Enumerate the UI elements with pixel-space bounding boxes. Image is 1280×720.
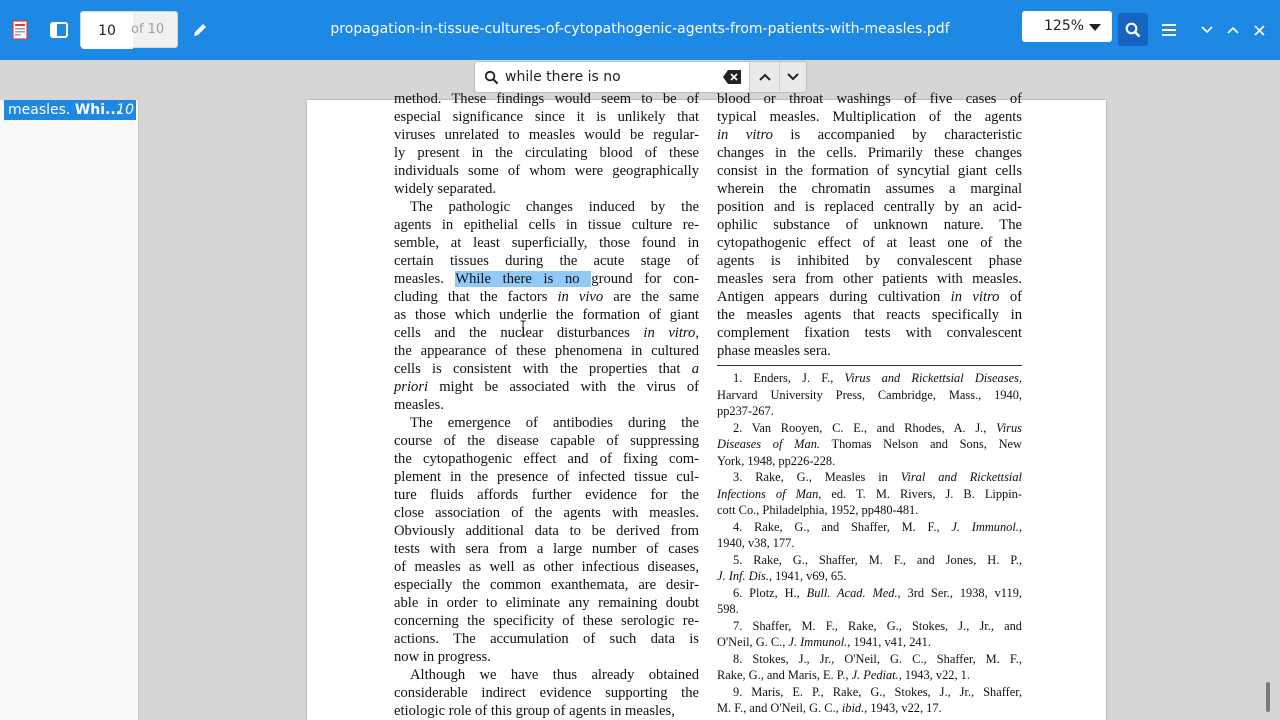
text-line: ophilic substance of unknown nature. The (717, 217, 1022, 233)
text-segment: cells is consistent with the properties that (394, 361, 692, 377)
text-segment: cluding that the factors (394, 289, 558, 305)
text-segment: M. F., and O'Neil, G. C., (717, 701, 842, 715)
text-line: measles. (394, 397, 444, 413)
reference-line: 8. Stokes, J., Jr., O'Neil, G. C., Shaffer, M. F., (733, 651, 1022, 666)
find-input[interactable] (505, 68, 715, 86)
text-line: Obviously additional data to be derived from (394, 523, 699, 539)
text-segment: is accompanied by characteristic (772, 127, 1022, 143)
references-list (717, 370, 1022, 717)
document-page (307, 91, 1106, 720)
reference-line: pp237-267. (717, 404, 774, 418)
text-segment: might be associated with the virus of (428, 379, 699, 395)
text-line: close association of the agents with measles. (394, 505, 699, 521)
text-line: etiologic role of this group of agents in measles, (394, 703, 675, 719)
reference-line (717, 469, 1022, 486)
find-box (474, 61, 807, 93)
text-line: blood or throat washings of five cases of (717, 91, 1022, 107)
search-icon (1125, 22, 1141, 38)
reference-line: cott Co., Philadelphia, 1952, pp480-481. (717, 503, 919, 517)
text-segment: cells and the nuclear disturbances (394, 325, 644, 341)
text-line: course of the disease capable of suppressing (394, 433, 699, 449)
reference-line: 5. Rake, G., Shaffer, M. F., and Jones, H. P., (733, 552, 1022, 567)
chevron-down-icon (787, 73, 799, 81)
search-result-item[interactable] (4, 100, 136, 120)
text-segment: ground for con- (591, 271, 700, 287)
text-line (717, 288, 1022, 306)
text-segment: ed. T. M. Rivers, J. B. Lippin- (821, 486, 1022, 501)
search-match-highlight: While there is no (455, 271, 592, 287)
italic-text: in vitro, (643, 325, 700, 341)
text-line (394, 324, 699, 342)
page-number-control (80, 11, 178, 48)
text-line: changes in the cells. Primarily these changes (717, 145, 1022, 161)
text-segment: 1943, v22, 1. (901, 668, 970, 682)
app-logo-icon (4, 14, 36, 46)
text-line: phase measles sera. (717, 343, 831, 359)
text-line: of measles as well as other infectious diseases, (394, 559, 699, 575)
text-line: the appearance of these phenomena in cultured (394, 343, 699, 359)
reference-line (717, 667, 1022, 684)
reference-line (717, 519, 1022, 536)
references-divider (717, 365, 1022, 366)
page-number-input[interactable] (81, 12, 133, 49)
text-segment: of (999, 289, 1022, 305)
reference-line: 598. (717, 602, 739, 616)
text-line: Although we have thus already obtained (410, 667, 699, 683)
text-segment: 4. Rake, G., and Shaffer, M. F., (733, 519, 952, 534)
document-title: propagation-in-tissue-cultures-of-cytopathogenic-agents-from-patients-with-measles.pdf (330, 21, 950, 37)
text-segment: Thomas Nelson and Sons, New (819, 437, 1022, 451)
text-line: certain tissues during the acute stage of (394, 253, 699, 269)
text-line: tests with sera from a large number of cases (394, 541, 699, 557)
reference-line (717, 568, 1022, 585)
sidebar-toggle-icon[interactable] (43, 14, 75, 46)
reference-line (717, 370, 1022, 387)
italic-text: in vivo (557, 289, 604, 305)
text-line: widely separated. (394, 181, 497, 197)
text-segment: are the same (603, 289, 700, 305)
text-line: agents is inhibited by convalescent phase (717, 253, 1022, 269)
text-line: The emergence of antibodies during the (410, 415, 699, 431)
italic-text: Bull. Acad. Med., (806, 585, 901, 600)
italic-text: Diseases of Man. (717, 437, 820, 451)
reference-line (717, 700, 1022, 717)
search-icon (484, 70, 499, 85)
search-results-sidebar (0, 100, 139, 720)
text-line: as those which underlie the formation of giant (394, 307, 699, 323)
text-line: the measles agents that reacts specifically in (717, 307, 1022, 323)
search-result-prefix: measles. (8, 102, 75, 118)
text-segment: Antigen appears during cultivation (717, 289, 951, 305)
text-segment: Rake, G., and Maris, E. P., (717, 668, 852, 682)
italic-text: in vitro (950, 289, 1000, 305)
reference-line: York, 1948, pp226-228. (717, 453, 836, 468)
text-line: considerable indirect evidence supporting the (394, 685, 699, 701)
text-line: method. These findings would seem to be of (394, 91, 699, 107)
search-result-match: Whi... (74, 102, 121, 118)
zoom-value: 125% (1044, 18, 1085, 34)
text-segment: 1941, v41, 241. (850, 635, 931, 649)
text-line (394, 378, 699, 396)
find-previous-button[interactable] (751, 62, 780, 92)
text-line: especial significance since it is unlikely that (394, 109, 699, 125)
left-column (394, 90, 699, 720)
text-line: semble, at least superficially, those found in (394, 235, 699, 251)
text-segment: 1. Enders, J. F., (733, 371, 845, 385)
caret-down-icon (1089, 24, 1101, 31)
text-line: wherein the chromatin assumes a marginal (717, 181, 1022, 197)
text-segment: measles. (394, 271, 456, 287)
search-result-page: 10 (116, 102, 134, 118)
reference-line (717, 634, 1022, 651)
text-line: plement in the presence of infected tissue cul- (394, 469, 699, 485)
italic-text: a (691, 361, 699, 377)
text-segment: 2. Van Rooyen, C. E., and Rhodes, A. J., (733, 420, 997, 435)
text-line (394, 360, 699, 378)
page-total-label: of 10 (131, 22, 165, 37)
text-line: the cytopathogenic effect and of fixing com- (394, 451, 699, 467)
reference-line (717, 420, 1022, 437)
text-line: ly present in the circulating blood of these (394, 145, 699, 161)
search-button[interactable] (1118, 13, 1148, 46)
reference-line: 7. Shaffer, M. F., Rake, G., Stokes, J., Jr., and (733, 618, 1022, 633)
text-line (394, 288, 699, 306)
find-input-wrap (475, 62, 750, 92)
text-line: viruses unrelated to measles would be regular- (394, 127, 699, 143)
text-segment: O'Neil, G. C., (717, 635, 789, 649)
toolbar (0, 0, 1280, 60)
reference-line: Harvard University Press, Cambridge, Mass., 1940, (717, 387, 1022, 402)
text-line: complement fixation tests with convalescent (717, 325, 1022, 341)
close-icon[interactable] (1243, 14, 1275, 46)
find-next-button[interactable] (779, 62, 807, 92)
scrollbar-thumb[interactable] (1266, 682, 1270, 712)
text-line: especially the common exanthemata, are desir- (394, 577, 699, 593)
menu-icon[interactable] (1153, 14, 1185, 46)
italic-text: J. Immunol., (951, 519, 1022, 534)
italic-text: Virus (996, 420, 1022, 435)
text-line: ture fluids affords further evidence for the (394, 487, 699, 503)
text-segment: 6. Plotz, H., (733, 585, 807, 600)
text-line: measles sera from other patients with measles. (717, 271, 1022, 287)
text-line: position and is replaced centrally by an acid- (717, 199, 1022, 215)
reference-line (717, 585, 1022, 602)
text-line (717, 126, 1022, 144)
pencil-icon[interactable] (184, 14, 216, 46)
reference-line: 9. Maris, E. P., Rake, G., Stokes, J., Jr., Shaffer, (733, 684, 1022, 699)
text-line (394, 270, 699, 288)
reference-line: 1940, v38, 177. (717, 536, 795, 550)
text-line: typical measles. Multiplication of the agents (717, 109, 1022, 125)
text-line: concerning the specificity of these serologic re- (394, 613, 699, 629)
text-segment: 1941, v69, 65. (772, 569, 847, 583)
text-line: able in order to eliminate any remaining doubt (394, 595, 699, 611)
italic-text: Infections of Man, (717, 486, 822, 501)
reference-line (717, 486, 1022, 503)
italic-text: ibid., (841, 701, 868, 715)
reference-line (717, 436, 1022, 453)
italic-text: priori (394, 379, 429, 395)
italic-text: J. Pediat., (851, 668, 902, 682)
italic-text: J. Immunol., (788, 635, 851, 649)
text-line: consist in the formation of syncytial giant cells (717, 163, 1022, 179)
text-line: individuals some of whom were geographically (394, 163, 699, 179)
text-line: actions. The accumulation of such data is (394, 631, 699, 647)
text-line: The pathologic changes induced by the (410, 199, 699, 215)
right-column (717, 90, 1022, 360)
text-segment: 1943, v22, 17. (867, 701, 942, 715)
text-line: now in progress. (394, 649, 491, 665)
clear-search-icon[interactable] (723, 70, 741, 84)
italic-text: Virus and Rickettsial Diseases, (844, 371, 1022, 385)
text-cursor-icon (520, 320, 526, 336)
text-line: cytopathogenic effect of at least one of the (717, 235, 1022, 251)
italic-text: in vitro (717, 127, 773, 143)
italic-text: Viral and Rickettsial (900, 470, 1022, 484)
chevron-up-icon (759, 73, 771, 81)
text-segment: 3rd Ser., 1938, v119, (900, 585, 1022, 600)
text-segment: 3. Rake, G., Measles in (733, 470, 901, 484)
zoom-select[interactable] (1022, 11, 1112, 42)
text-line: agents in epithelial cells in tissue culture re- (394, 217, 699, 233)
italic-text: J. Inf. Dis., (717, 569, 773, 583)
